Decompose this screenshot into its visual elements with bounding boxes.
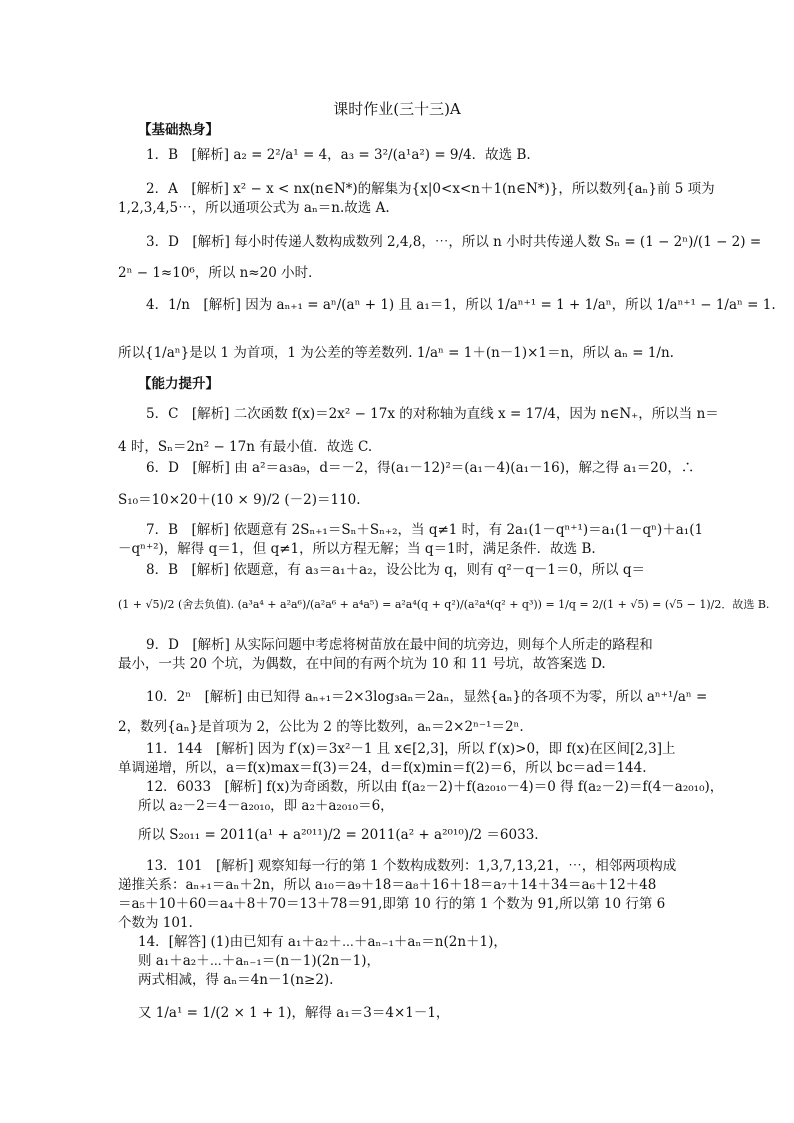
text-line-26: 递推关系：aₙ₊₁＝aₙ＋2n，所以 a₁₀＝a₉＋18＝a₈＋16＋18＝a₇＋14＋34＝a₆＋12＋48: [118, 877, 657, 893]
text-line-16: 9．D [解析] 从实际问题中考虑将树苗放在最中间的坑旁边，则每个人所走的路程和: [146, 637, 653, 653]
text-line-11: S₁₀＝10×20＋(10 × 9)/2 (－2)＝110.: [118, 492, 361, 508]
text-line-30: 则 a₁＋a₂＋⋯＋aₙ₋₁＝(n－1)(2n－1)，: [138, 953, 381, 969]
text-line-15: (1 + √5)/2 (舍去负值). (a³a⁴ + a²a⁶)/(a²a⁶ + a⁴a⁵) = a²a⁴(q + q²)/(a²a⁴(q² + q³)) = 1/q = 2/(1 + √5) = (√5 − 1)/2．故选 B.: [118, 598, 770, 611]
text-line-7: 所以{1/aⁿ}是以 1 为首项，1 为公差的等差数列. 1/aⁿ = 1＋(n－1)×1＝n，所以 aₙ = 1/n.: [118, 345, 674, 361]
text-line-4: 3．D [解析] 每小时传递人数构成数列 2,4,8，⋯，所以 n 小时共传递人数 Sₙ = (1 − 2ⁿ)/(1 − 2) =: [146, 234, 762, 250]
text-line-25: 13．101 [解析] 观察知每一行的第 1 个数构成数列：1,3,7,13,21，⋯，相邻两项构成: [146, 858, 677, 874]
text-line-13: －qⁿ⁺²)，解得 q＝1，但 q≠1，所以方程无解；当 q＝1时，满足条件．故选 B.: [118, 541, 596, 557]
text-line-9: 4 时，Sₙ＝2n² − 17n 有最小值．故选 C.: [118, 439, 373, 455]
text-line-21: 单调递增，所以，a＝f(x)max＝f(3)＝24，d＝f(x)min＝f(2)＝6，所以 bc＝ad＝144.: [118, 760, 647, 776]
section-heading-advanced: 【能力提升】: [138, 376, 219, 392]
page-title: 课时作业(三十三)A: [333, 100, 461, 118]
text-line-6: 4．1/n [解析] 因为 aₙ₊₁ = aⁿ/(aⁿ + 1) 且 a₁＝1，所以 1/aⁿ⁺¹ = 1 + 1/aⁿ，所以 1/aⁿ⁺¹ − 1/aⁿ = 1.: [146, 297, 776, 313]
text-line-31: 两式相减，得 aₙ＝4n－1(n≥2).: [138, 972, 334, 988]
section-heading-basic: 【基础热身】: [138, 122, 219, 138]
text-line-14: 8．B [解析] 依题意，有 a₃＝a₁＋a₂，设公比为 q，则有 q²－q－1＝0，所以 q＝: [146, 562, 646, 578]
text-line-19: 2，数列{aₙ}是首项为 2，公比为 2 的等比数列，aₙ＝2×2ⁿ⁻¹＝2ⁿ.: [118, 719, 524, 735]
text-line-17: 最小，一共 20 个坑，为偶数，在中间的有两个坑为 10 和 11 号坑，故答案选 D.: [118, 656, 606, 672]
text-line-1: 1．B [解析] a₂ = 2²/a¹ = 4，a₃ = 3²/(a¹a²) = 9/4．故选 B.: [146, 147, 531, 163]
text-line-5: 2ⁿ − 1≈10⁶，所以 n≈20 小时．: [118, 265, 322, 281]
text-line-27: ＝a₅＋10＋60＝a₄＋8＋70＝13＋78＝91,即第 10 行的第 1 个数为 91,所以第 10 行第 6: [118, 896, 666, 912]
text-line-3: 1,2,3,4,5⋯，所以通项公式为 aₙ＝n.故选 A.: [118, 200, 390, 216]
text-line-8: 5．C [解析] 二次函数 f(x)＝2x² − 17x 的对称轴为直线 x = 17/4，因为 n∈N₊，所以当 n＝: [146, 406, 719, 422]
text-line-29: 14．[解答] (1)由已知有 a₁＋a₂＋⋯＋aₙ₋₁＋aₙ＝n(2n＋1)，: [138, 934, 507, 950]
text-line-12: 7．B [解析] 依题意有 2Sₙ₊₁＝Sₙ＋Sₙ₊₂，当 q≠1 时，有 2a₁(1－qⁿ⁺¹)＝a₁(1－qⁿ)＋a₁(1: [146, 522, 704, 538]
text-line-24: 所以 S₂₀₁₁ = 2011(a¹ + a²⁰¹¹)/2 = 2011(a² + a²⁰¹⁰)/2 ＝6033.: [138, 827, 539, 843]
text-line-32: 又 1/a¹ = 1/(2 × 1 + 1)，解得 a₁＝3＝4×1－1，: [138, 1005, 450, 1021]
text-line-20: 11．144 [解析] 因为 f′(x)＝3x²－1 且 x∈[2,3]，所以 f′(x)>0，即 f(x)在区间[2,3]上: [146, 741, 676, 757]
text-line-10: 6．D [解析] 由 a²＝a₃a₉，d＝－2，得(a₁－12)²＝(a₁－4)(a₁－16)，解之得 a₁＝20，∴: [146, 460, 695, 476]
text-line-28: 个数为 101.: [118, 915, 193, 931]
text-line-18: 10．2ⁿ [解析] 由已知得 aₙ₊₁＝2×3log₃aₙ＝2aₙ，显然{aₙ}的各项不为零，所以 aⁿ⁺¹/aⁿ =: [146, 689, 708, 705]
text-line-2: 2．A [解析] x² − x < nx(n∈N*)的解集为{x|0<x<n＋1(n∈N*)}，所以数列{aₙ}前 5 项为: [146, 181, 715, 197]
text-line-23: 所以 a₂－2＝4－a₂₀₁₀，即 a₂＋a₂₀₁₀＝6，: [138, 798, 394, 814]
text-line-22: 12．6033 [解析] f(x)为奇函数，所以由 f(a₂－2)＋f(a₂₀₁₀－4)＝0 得 f(a₂－2)＝f(4－a₂₀₁₀)，: [146, 779, 724, 795]
